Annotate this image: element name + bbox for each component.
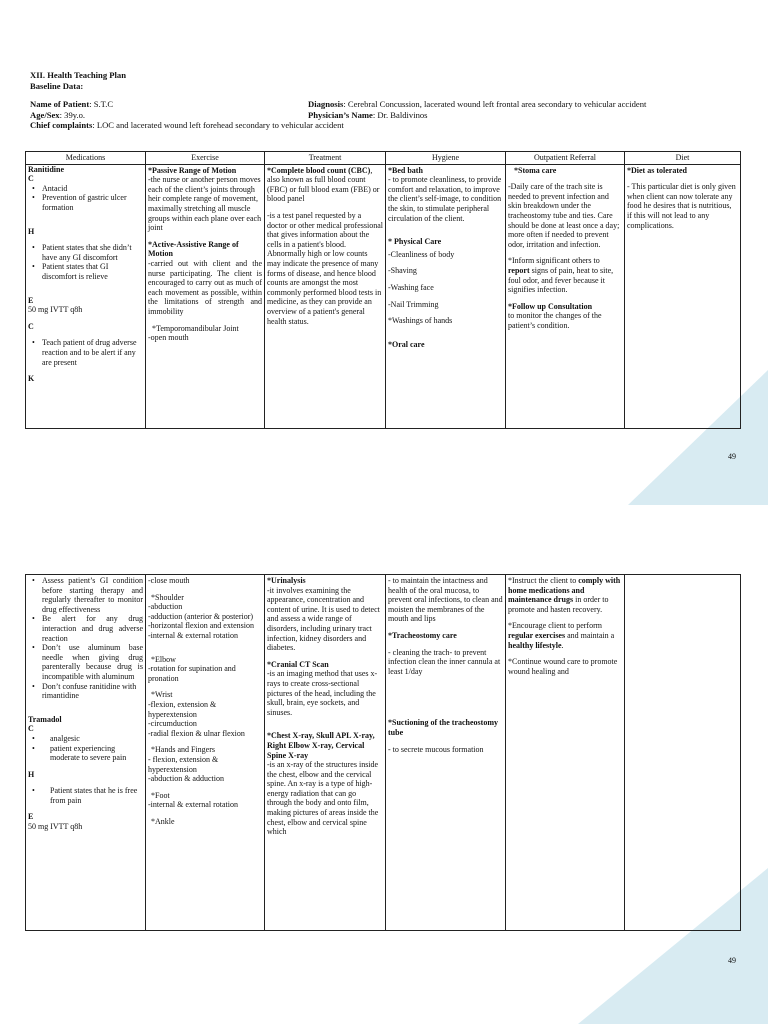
drug-name: Tramadol xyxy=(28,714,62,724)
physician-value: : Dr. Baldivinos xyxy=(372,109,428,120)
list-item: • Patient states that GI discomfort is relieve xyxy=(28,262,143,281)
referral-cell xyxy=(506,164,625,428)
h-label: H xyxy=(28,769,35,779)
list-item: • Teach patient of drug adverse reaction and to be alert if any are present xyxy=(28,338,143,367)
header-hygiene: Hygiene xyxy=(386,152,506,165)
header-outpatient-referral: Outpatient Referral xyxy=(506,152,625,165)
k-label: K xyxy=(28,374,35,384)
hygiene-text: - cleaning the trach- to prevent infection clean the inner cannula at least 1/day xyxy=(388,647,501,676)
exercise-text: -close mouth xyxy=(148,576,190,585)
hygiene-text: - to promote cleanliness, to provide comfort and relaxation, to improve the client’s self-image, to condition the skin, to stimulate peripheral circulation of the client. xyxy=(388,175,502,223)
header-exercise: Exercise xyxy=(146,152,265,165)
referral-text: -Daily care of the trach site is needed to prevent infection and skin breakdown under the tracheostomy tube and ties. Care should be done at least once a day; more often if needed to prevent odor, irritation and infection. xyxy=(508,182,620,249)
referral-text: signs of pain, heat to site, foul odor, and fever because it signifies infection. xyxy=(508,265,614,295)
c-label: C xyxy=(28,724,34,734)
exercise-text: -carried out with client and the nurse participating. The client is encouraged to carry out as much of each movement as possible, within the limitations of strength and immobility xyxy=(148,258,262,316)
exercise-text: -adduction (anterior & posterior) xyxy=(148,611,254,621)
treatment-title: *Complete blood count (CBC) xyxy=(267,165,371,175)
referral-emphasis: report xyxy=(508,265,530,275)
diet-cell xyxy=(625,164,741,428)
referral-text: *Inform significant others to xyxy=(508,256,600,266)
hygiene-item: *Washings of hands xyxy=(388,316,453,326)
list-item: • Antacid xyxy=(28,184,143,194)
hygiene-text: - to maintain the intactness and health of the oral mucosa, to prevent oral infections, to clean and moisten the membranes of the mouth and lips xyxy=(388,576,503,624)
list-item: • patient experiencing moderate to severe pain xyxy=(28,744,143,763)
exercise-title: *Shoulder xyxy=(151,592,184,602)
exercise-title: *Wrist xyxy=(151,690,173,700)
list-item: • Don’t use aluminum base needle when giving drug parenterally because drug is incompatible with aluminum xyxy=(28,643,143,681)
diet-cell xyxy=(625,575,741,931)
exercise-title: *Active-Assistive Range of Motion xyxy=(148,239,239,259)
complaints-value: : LOC and lacerated wound left forehead secondary to vehicular accident xyxy=(92,120,344,130)
treatment-cell xyxy=(265,164,386,428)
referral-text: to monitor the changes of the patient’s condition. xyxy=(508,311,602,330)
h-label: H xyxy=(28,226,35,236)
referral-title: *Stoma care xyxy=(514,165,557,175)
hygiene-item: -Shaving xyxy=(388,266,417,276)
c-label: C xyxy=(28,174,34,184)
hygiene-item: -Cleanliness of body xyxy=(388,249,455,259)
hygiene-text: - to secrete mucous formation xyxy=(388,744,484,754)
exercise-cell xyxy=(146,575,265,931)
exercise-title: *Passive Range of Motion xyxy=(148,165,237,175)
referral-text: *Instruct the client to xyxy=(508,576,579,585)
hygiene-item: -Washing face xyxy=(388,282,434,292)
exercise-text: -abduction xyxy=(148,602,183,612)
hygiene-title: *Oral care xyxy=(388,339,425,349)
referral-text: and maintain a xyxy=(565,630,615,640)
patient-value: : S.T.C xyxy=(89,99,114,109)
hygiene-title: *Tracheostomy care xyxy=(388,630,457,640)
referral-emphasis: healthy lifestyle xyxy=(508,640,562,650)
agesex-value: : 39y.o. xyxy=(59,109,86,120)
hygiene-item: -Nail Trimming xyxy=(388,299,439,309)
header-treatment: Treatment xyxy=(265,152,386,165)
medications-cell xyxy=(26,164,146,428)
exercise-text: -radial flexion & ulnar flexion xyxy=(148,728,245,738)
page-number: 49 xyxy=(728,956,736,965)
exercise-text: -internal & external rotation xyxy=(148,630,238,640)
complaints-label: Chief complaints xyxy=(30,120,93,130)
hygiene-title: *Suctioning of the tracheostomy tube xyxy=(388,718,498,737)
treatment-text: -it involves examining the appearance, concentration and content of urine. It is used to detect and assess a wide range of disorders, including urinary tract infection, kidney disorders and diabetes. xyxy=(267,585,380,653)
treatment-text: -is an imaging method that uses x-rays to create cross-sectional pictures of the head, including the skull, brain, eye sockets, and sinuses. xyxy=(267,669,378,717)
exercise-text: -internal & external rotation xyxy=(148,800,238,810)
referral-text: in order to promote and hasten recovery. xyxy=(508,595,609,614)
list-item: • analgesic xyxy=(28,734,143,744)
exercise-title: *Foot xyxy=(151,790,170,800)
list-item: • Be alert for any drug interaction and drug adverse reaction xyxy=(28,614,143,643)
hygiene-title: * Physical Care xyxy=(388,237,442,247)
referral-emphasis: regular exercises xyxy=(508,630,566,640)
treatment-title: *Cranial CT Scan xyxy=(267,659,329,669)
treatment-text: -is a test panel requested by a doctor or other medical professional that gives information about the cells in a patient's blood. Abnormally high or low counts may indicate the presence of many forms of disease, and hence blood counts are amongst the most commonly performed blood tests in medicine, as they can provide an overview of a patient's general health status. xyxy=(267,210,383,326)
exercise-text: - flexion, extension & hyperextension xyxy=(148,754,219,774)
diet-title: *Diet as tolerated xyxy=(627,165,687,175)
patient-label: Name of Patient xyxy=(30,99,90,109)
page-number: 49 xyxy=(728,452,736,461)
exercise-text: -rotation for supination and pronation xyxy=(148,664,236,683)
exercise-text: -horizontal flexion and extension xyxy=(148,621,254,631)
hygiene-cell xyxy=(386,575,506,931)
dose-text: 50 mg IVTT q8h xyxy=(28,822,83,832)
referral-text: . xyxy=(561,640,564,650)
diagnosis-value: : Cerebral Concussion, lacerated wound left frontal area secondary to vehicular accident xyxy=(343,99,647,109)
diet-text: - This particular diet is only given when client can now tolerate any food he desires that is nutritious, if this will not lead to any complications. xyxy=(627,182,736,230)
drug-name: Ranitidine xyxy=(28,164,65,174)
exercise-text: -the nurse or another person moves each of the client’s joints through heir complete range of movement, maximally stretching all muscle groups within each plane over each joint xyxy=(148,175,262,233)
referral-text: *Continue wound care to promote wound healing and xyxy=(508,657,618,676)
patient-header xyxy=(30,70,750,131)
exercise-title: *Hands and Fingers xyxy=(151,745,215,755)
treatment-title: *Urinalysis xyxy=(267,576,306,585)
hygiene-cell xyxy=(386,164,506,428)
hygiene-title: *Bed bath xyxy=(388,165,423,175)
baseline-label: Baseline Data: xyxy=(30,80,84,91)
treatment-title: *Chest X-ray, Skull APL X-ray, Right Elbow X-ray, Cervical Spine X-ray xyxy=(267,731,375,760)
treatment-cell xyxy=(265,575,386,931)
diagnosis-label: Diagnosis xyxy=(308,99,344,109)
physician-label: Physician’s Name xyxy=(308,109,373,120)
exercise-text: -open mouth xyxy=(148,333,189,343)
treatment-text: -is an x-ray of the structures inside the chest, elbow and the cervical spine. An x-ray is a type of high-energy radiation that can go through the body and onto film, making pictures of areas inside the chest, elbow and cervical spine which xyxy=(267,760,379,837)
exercise-title: *Elbow xyxy=(151,654,176,664)
teaching-plan-table-page1 xyxy=(25,151,741,429)
e-label: E xyxy=(28,295,34,305)
e-label: E xyxy=(28,812,34,822)
referral-emphasis: comply with home medications and maintenance drugs xyxy=(508,576,621,605)
exercise-title: *Temporomandibular Joint xyxy=(152,323,239,333)
medications-cell xyxy=(26,575,146,931)
c2-label: C xyxy=(28,321,34,331)
exercise-text: -flexion, extension & hyperextension xyxy=(148,699,217,719)
treatment-text: , also known as full blood count (FBC) or full blood exam (FBE) or blood panel xyxy=(267,165,380,204)
list-item: • Don’t confuse ranitidine with rimantidine xyxy=(28,682,143,701)
header-medications: Medications xyxy=(26,152,146,165)
list-item: • Prevention of gastric ulcer formation xyxy=(28,193,143,212)
agesex-label: Age/Sex xyxy=(30,109,60,120)
teaching-plan-table-page2 xyxy=(25,574,741,931)
section-title: XII. Health Teaching Plan xyxy=(30,70,126,80)
list-item: • Patient states that he is free from pain xyxy=(28,786,143,805)
referral-text: *Encourage client to perform xyxy=(508,621,602,631)
dose-text: 50 mg IVTT q8h xyxy=(28,305,83,315)
referral-title: *Follow up Consultation xyxy=(508,301,593,311)
exercise-text: -circumduction xyxy=(148,719,197,729)
header-diet: Diet xyxy=(625,152,741,165)
exercise-text: -abduction & adduction xyxy=(148,774,224,784)
list-item: • Assess patient’s GI condition before starting therapy and regularly thereafter to monitor drug effectiveness xyxy=(28,576,143,614)
list-item: • Patient states that she didn’t have any GI discomfort xyxy=(28,243,143,262)
referral-cell xyxy=(506,575,625,931)
exercise-title: *Ankle xyxy=(151,816,175,826)
exercise-cell xyxy=(146,164,265,428)
